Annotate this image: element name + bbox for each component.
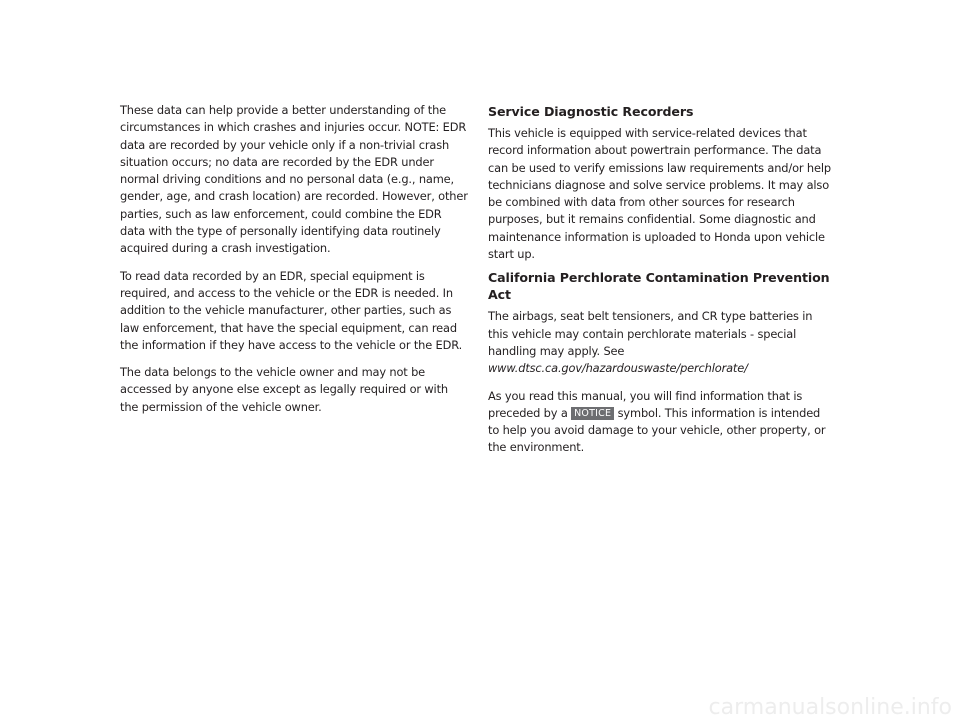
right-column bbox=[488, 103, 834, 457]
left-column bbox=[120, 102, 468, 416]
notice-paragraph bbox=[488, 388, 834, 457]
notice-text-before: As you read this manual, you will find information that is preceded by a bbox=[488, 388, 803, 420]
dtsc-url-link[interactable]: www.dtsc.ca.gov/hazardouswaste/perchlorate/ bbox=[488, 361, 748, 376]
service-diagnostic-section bbox=[488, 103, 834, 263]
edr-read-data-paragraph: To read data recorded by an EDR, special equipment is required, and access to the vehicle or the EDR is needed. In addition to the vehicle manufacturer, other parties, such as law enforcement, that have the special equipment, can read the information if they have access to the vehicle or the EDR. bbox=[120, 268, 463, 352]
notice-text-after: symbol. This information is intended to help you avoid damage to your vehicle, other property, or the environment. bbox=[488, 405, 826, 455]
watermark-text: carmanualsonline.info bbox=[708, 695, 952, 720]
perchlorate-section bbox=[488, 269, 834, 456]
perchlorate-paragraph bbox=[488, 308, 834, 377]
perchlorate-text: The airbags, seat belt tensioners, and CR type batteries in this vehicle may contain perchlorate materials - special handling may apply. See bbox=[488, 309, 813, 358]
edr-ownership-paragraph: The data belongs to the vehicle owner and may not be accessed by anyone else except as legally required or with the permission of the vehicle owner. bbox=[120, 365, 448, 414]
notice-symbol-badge: NOTICE bbox=[571, 407, 614, 420]
service-diagnostic-heading: Service Diagnostic Recorders bbox=[488, 104, 694, 119]
service-diagnostic-paragraph: This vehicle is equipped with service-related devices that record information about powertrain performance. The data can be used to verify emissions law requirements and/or help technicians diagnose and solve service problems. It may also be combined with data from other sources for research purposes, but it remains confidential. Some diagnostic and maintenance information is uploaded to Honda upon vehicle start up. bbox=[488, 126, 831, 262]
perchlorate-heading: California Perchlorate Contamination Prevention Act bbox=[488, 270, 830, 303]
edr-understanding-paragraph: These data can help provide a better understanding of the circumstances in which crashes and injuries occur. NOTE: EDR data are recorded by your vehicle only if a non-trivial crash situation occurs; no data are recorded by the EDR under normal driving conditions and no personal data (e.g., name, gender, age, and crash location) are recorded. However, other parties, such as law enforcement, could combine the EDR data with the type of personally identifying data routinely acquired during a crash investigation. bbox=[120, 103, 468, 256]
